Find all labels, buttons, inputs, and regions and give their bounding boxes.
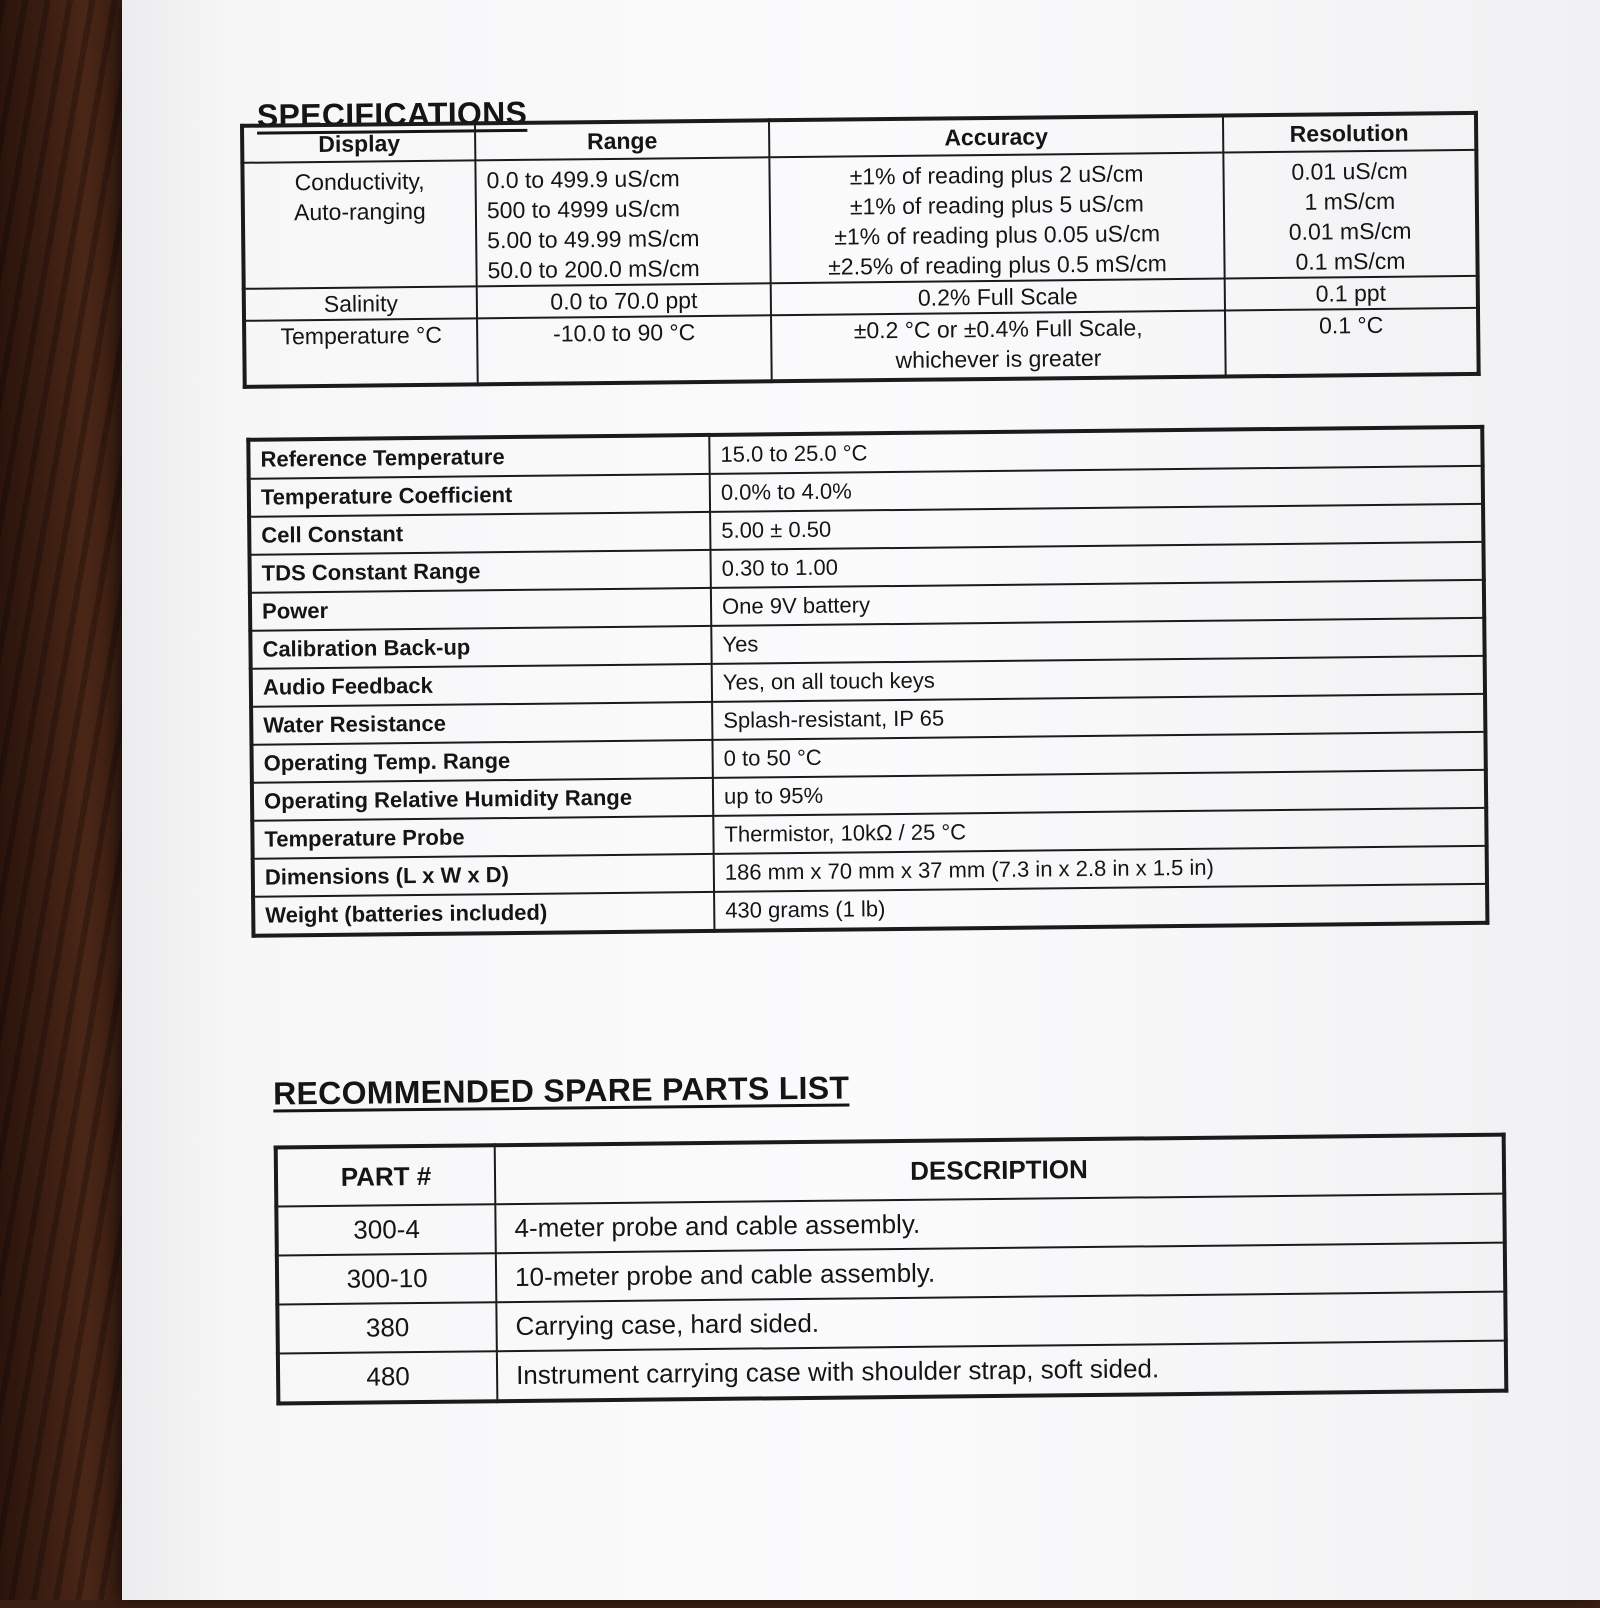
cell-range: -10.0 to 90 °C (477, 315, 772, 384)
header-accuracy: Accuracy (769, 116, 1223, 158)
spec-label: Temperature Coefficient (249, 474, 710, 517)
header-range: Range (475, 120, 769, 160)
table-row-temperature (244, 308, 1479, 387)
cell-line: ±2.5% of reading plus 0.5 mS/cm (828, 250, 1167, 280)
part-description: 4-meter probe and cable assembly. (495, 1194, 1504, 1254)
cell-line: Auto-ranging (293, 197, 426, 226)
part-description: Instrument carrying case with shoulder strap, soft sided. (497, 1341, 1506, 1402)
table-row-conductivity (242, 150, 1477, 289)
spec-value: 0 to 50 °C (712, 732, 1485, 778)
spec-value: 186 mm x 70 mm x 37 mm (7.3 in x 2.8 in x 1.5 in) (714, 846, 1487, 892)
specifications-title: SPECIFICATIONS (256, 94, 528, 134)
spec-value: One 9V battery (711, 580, 1484, 626)
spec-value: 5.00 ± 0.50 (710, 504, 1483, 550)
cell-accuracy (769, 153, 1224, 284)
cell-line: 5.00 to 49.99 mS/cm (487, 225, 700, 254)
cell-line: ±1% of reading plus 2 uS/cm (849, 160, 1144, 190)
spec-label: Operating Relative Humidity Range (252, 778, 713, 821)
cell-line: ±1% of reading plus 0.05 uS/cm (834, 220, 1161, 250)
header-part-number: PART # (276, 1145, 496, 1206)
cell-line: 50.0 to 200.0 mS/cm (487, 255, 700, 284)
cell-resolution (1223, 150, 1477, 279)
cell-line: ±0.2 °C or ±0.4% Full Scale, (853, 314, 1143, 344)
cell-display: Temperature °C (244, 318, 478, 386)
spec-value: 15.0 to 25.0 °C (709, 427, 1482, 474)
cell-line: 0.01 uS/cm (1291, 157, 1408, 185)
cell-line: Conductivity, (294, 167, 425, 196)
part-number: 300-4 (276, 1204, 496, 1255)
cell-range (475, 157, 770, 286)
spec-value: 430 grams (1 lb) (714, 884, 1487, 931)
spec-value: Thermistor, 10kΩ / 25 °C (713, 808, 1486, 854)
cell-resolution: 0.1 °C (1225, 308, 1479, 377)
spec-label: Calibration Back-up (250, 626, 711, 669)
cell-line: 0.01 mS/cm (1288, 217, 1412, 245)
spec-label: Reference Temperature (248, 435, 709, 479)
spec-label: Power (250, 588, 711, 631)
cell-accuracy: 0.2% Full Scale (771, 279, 1225, 316)
spec-label: Operating Temp. Range (251, 740, 712, 783)
cell-accuracy (771, 311, 1226, 382)
spec-value: Splash-resistant, IP 65 (712, 694, 1485, 740)
cell-line: 1 mS/cm (1304, 187, 1396, 215)
cell-display (242, 160, 476, 288)
cell-line: 0.1 mS/cm (1295, 247, 1406, 275)
header-display: Display (242, 123, 475, 162)
part-description: 10-meter probe and cable assembly. (496, 1243, 1505, 1303)
spec-value: Yes, on all touch keys (712, 656, 1485, 702)
specifications-table (240, 111, 1481, 389)
cell-line: 500 to 4999 uS/cm (486, 195, 681, 224)
general-specs-table (246, 425, 1489, 938)
spec-value: 0.30 to 1.00 (710, 542, 1483, 588)
cell-line: ±1% of reading plus 5 uS/cm (849, 190, 1144, 220)
spec-value: Yes (711, 618, 1484, 664)
header-description: DESCRIPTION (495, 1135, 1505, 1205)
spec-label: Dimensions (L x W x D) (253, 854, 714, 897)
spec-label: Cell Constant (249, 512, 710, 555)
part-number: 380 (277, 1302, 497, 1353)
cell-range: 0.0 to 70.0 ppt (477, 283, 771, 318)
spec-label: Audio Feedback (251, 664, 712, 707)
spec-label: Temperature Probe (252, 816, 713, 859)
cell-display: Salinity (244, 286, 477, 320)
spare-parts-title: RECOMMENDED SPARE PARTS LIST (272, 1069, 850, 1112)
cell-resolution: 0.1 ppt (1225, 276, 1478, 311)
part-number: 480 (278, 1351, 498, 1403)
header-resolution: Resolution (1223, 113, 1476, 153)
spec-value: up to 95% (713, 770, 1486, 816)
part-description: Carrying case, hard sided. (496, 1292, 1505, 1352)
spec-value: 0.0% to 4.0% (710, 466, 1483, 512)
cell-line: whichever is greater (895, 344, 1102, 373)
spare-parts-table (274, 1133, 1509, 1406)
part-number: 300-10 (277, 1253, 497, 1304)
spec-label: Weight (batteries included) (253, 892, 714, 936)
cell-line: 0.0 to 499.9 uS/cm (486, 165, 680, 194)
spec-label: TDS Constant Range (249, 550, 710, 593)
spec-label: Water Resistance (251, 702, 712, 745)
